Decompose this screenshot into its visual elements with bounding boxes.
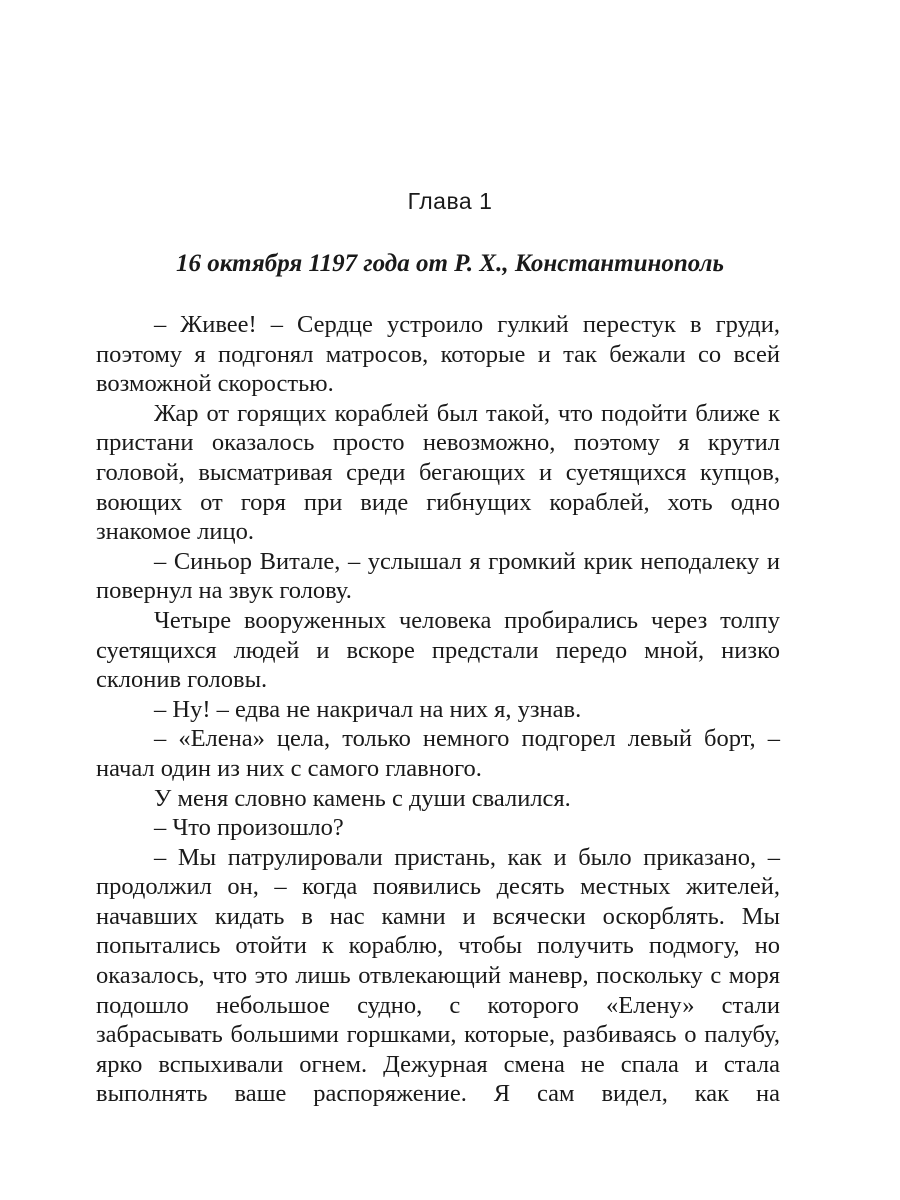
- chapter-title: Глава 1: [407, 188, 493, 214]
- paragraph: – «Елена» цела, только немного подгорел левый борт, – начал один из них с самого главного.: [96, 725, 780, 782]
- paragraph: – Живее! – Сердце устроило гулкий перестук в груди, поэтому я подгонял матросов, которые и так бежали со всей возможной скоростью.: [96, 311, 780, 398]
- paragraph: Четыре вооруженных человека пробирались через толпу суетящихся людей и вскоре предстали передо мной, низко склонив головы.: [96, 606, 780, 694]
- paragraph: – Что произошло?: [154, 814, 344, 842]
- paragraph: Жар от горящих кораблей был такой, что подойти ближе к пристани оказалось просто невозможно, поэтому я крутил головой, высматривая среди бегающих и суетящихся купцов, воющих от горя при виде гибнущих кораблей, хоть одно знакомое лицо.: [96, 399, 780, 546]
- paragraph: – Синьор Витале, – услышал я громкий крик неподалеку и повернул на звук голову.: [96, 547, 780, 605]
- chapter-subtitle: 16 октября 1197 года от Р. Х., Константинополь: [176, 250, 724, 277]
- body-text: [96, 310, 780, 1109]
- paragraph: – Ну! – едва не накричал на них я, узнав.: [154, 695, 582, 723]
- paragraph: У меня словно камень с души свалился.: [154, 784, 571, 812]
- paragraph: – Мы патрулировали пристань, как и было приказано, – продолжил он, – когда появились десять местных жителей, начавших кидать в нас камни и всячески оскорблять. Мы попытались отойти к кораблю, чтобы получить подмогу, но оказалось, что это лишь отвлекающий маневр, поскольку с моря подошло небольшое судно, с которого «Елену» стали забрасывать большими горшками, которые, разбиваясь о палубу, ярко вспыхивали огнем. Дежурная смена не спала и стала выполнять ваше распоряжение. Я сам видел, как на: [96, 843, 780, 1108]
